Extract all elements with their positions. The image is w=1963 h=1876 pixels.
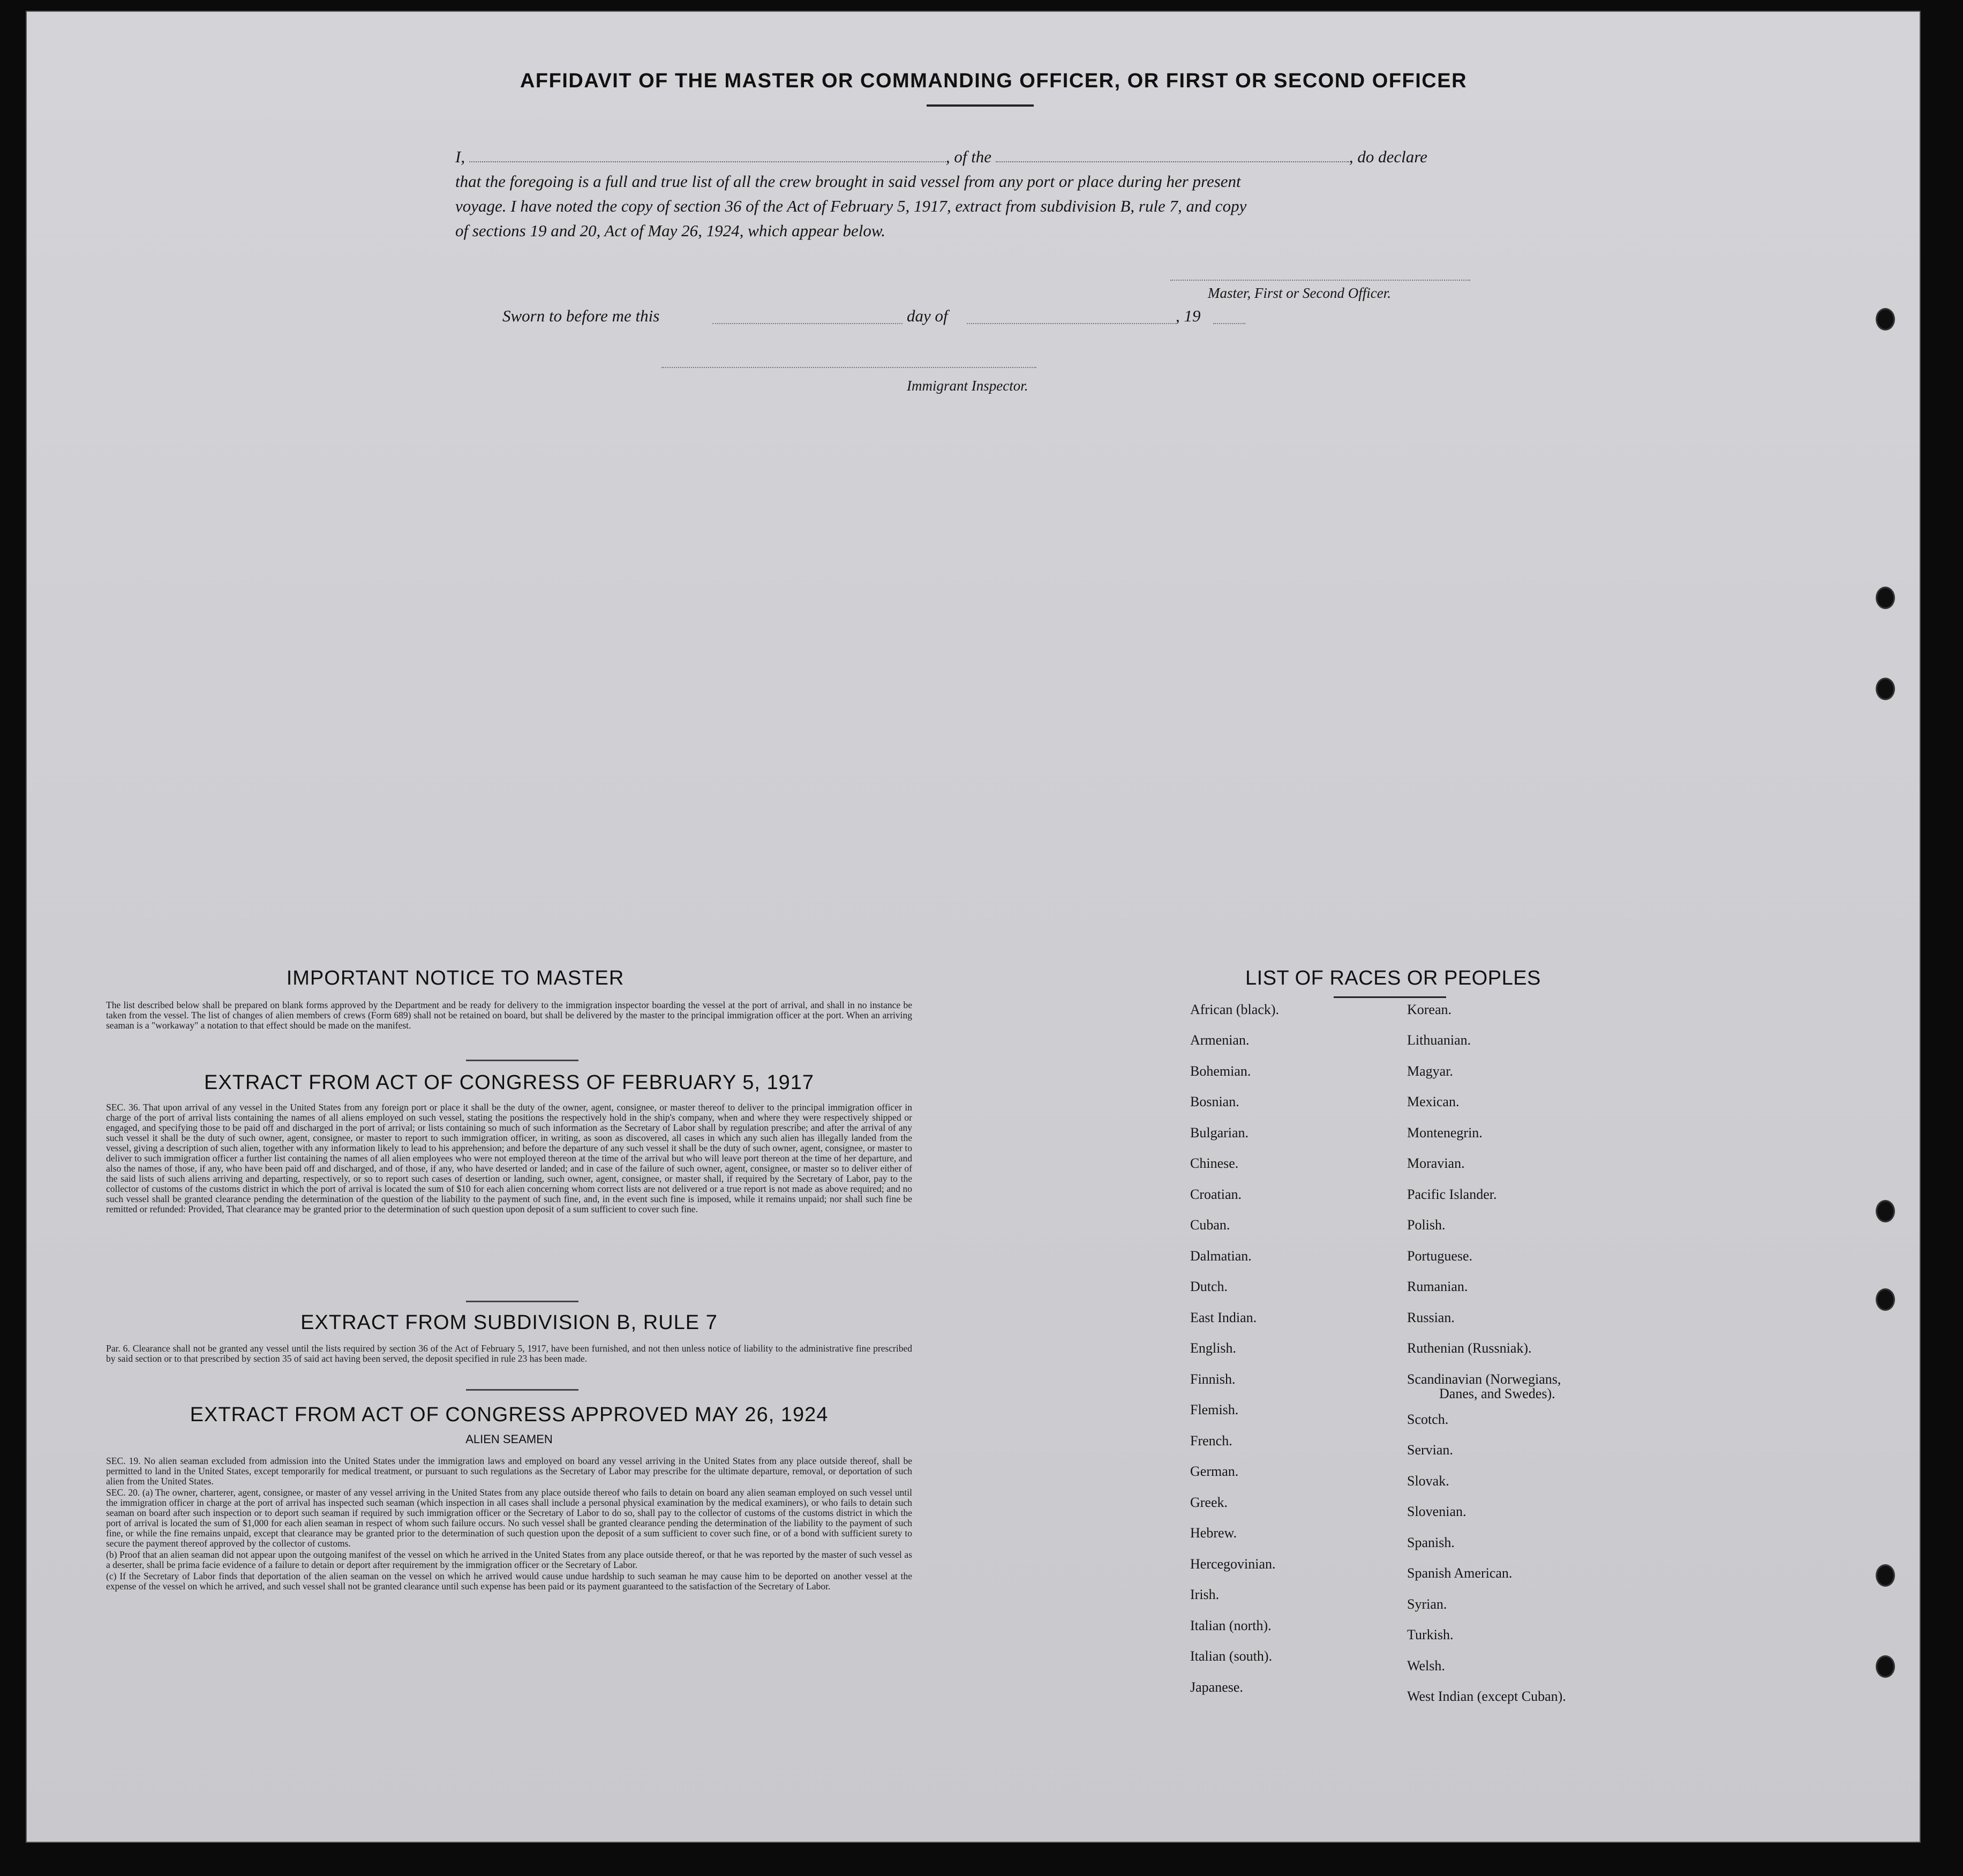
- race-item: Flemish.: [1190, 1402, 1239, 1417]
- affidavit-rule: [927, 104, 1034, 107]
- race-item: Armenian.: [1190, 1032, 1250, 1048]
- section-divider: [466, 1301, 578, 1302]
- sec-19-text: SEC. 19. No alien seaman excluded from admission into the United States under the immigration laws and employed on board any vessel arriving in the United States from any place outside thereof, shall be permitted to land in the United States, except temporarily for medical treatment, or pursuant to such regulations as the Secretary of Labor may prescribe for the ultimate departure, removal, or deportation of such alien from the United States.: [106, 1455, 912, 1487]
- master-signature-line[interactable]: [1170, 280, 1470, 281]
- race-item: East Indian.: [1190, 1310, 1257, 1325]
- affidavit-title: AFFIDAVIT OF THE MASTER OR COMMANDING OFFICER, OR FIRST OR SECOND OFFICER: [520, 70, 1468, 92]
- affidavit-line-4: of sections 19 and 20, Act of May 26, 1924, which appear below.: [455, 221, 886, 240]
- extract-1924-title: EXTRACT FROM ACT OF CONGRESS APPROVED MAY 26, 1924: [190, 1404, 829, 1426]
- races-right-column: [1407, 1002, 1632, 1714]
- race-item: Hercegovinian.: [1190, 1556, 1276, 1572]
- sworn-day-blank[interactable]: [712, 323, 902, 324]
- race-item: Lithuanian.: [1407, 1032, 1471, 1048]
- affidavit-i: I,: [455, 147, 465, 166]
- race-item: English.: [1190, 1340, 1236, 1356]
- affidavit-line-2: that the foregoing is a full and true list of all the crew brought in said vessel from any port or place during her present: [455, 172, 1241, 191]
- race-item: Turkish.: [1407, 1627, 1454, 1642]
- extract-1917-text: SEC. 36. That upon arrival of any vessel in the United States from any foreign port or place it shall be the duty of the owner, agent, consignee, or master thereof to deliver to the principal immigration officer in charge of the port of arrival lists containing the names of all aliens employed on such vessel, stating the positions the respectively hold in the ship's company, when and where they were respectively shipped or engaged, and specifying those to be paid off and discharged in the port of arrival; or lists containing so much of such information as the Secretary of Labor shall by regulation prescribe; and after the arrival of any such vessel it shall be the duty of such owner, agent, consignee, or master to report to such immigration officer, in writing, as soon as discovered, all cases in which any such alien has illegally landed from the vessel, giving a description of such alien, together with any information likely to lead to his apprehension; and before the departure of any such vessel it shall be the duty of such owner, agent, consignee, or master to deliver to such immigration officer a further list containing the names of all alien employees who were not employed thereon at the time of the arrival but who will leave port thereon at the time of her departure, and also the names of those, if any, who have been paid off and discharged, and of those, if any, who have deserted or landed; and in case of the failure of such owner, agent, consignee, or master so to deliver either of the said lists of such aliens arriving and departing, respectively, or so to report such cases of desertion or landing, such owner, agent, consignee, or master shall, if required by the Secretary of Labor, pay to the collector of customs of the customs district in which the port of arrival is located the sum of $10 for each alien concerning whom correct lists are not delivered or a true report is not made as above required; and no such vessel shall be granted clearance pending the determination of the question of the liability to the payment of such fine, and, in the event such fine is imposed, while it remains unpaid; nor shall such fine be remitted or refunded: Provided, That clearance may be granted prior to the determination of such question upon deposit of a sum sufficient to cover such fine.: [106, 1102, 912, 1214]
- binder-hole: [1876, 587, 1895, 609]
- binder-hole: [1876, 678, 1895, 700]
- race-item: Bulgarian.: [1190, 1125, 1249, 1140]
- binder-hole: [1876, 1564, 1895, 1587]
- race-item: Moravian.: [1407, 1155, 1465, 1171]
- notice-text: The list described below shall be prepared on blank forms approved by the Department and be ready for delivery to the immigration inspector boarding the vessel at the port of arrival, and shall in no instance be taken from the vessel. The list of changes of alien members of crews (Form 689) shall not be retained on board, but shall be delivered by the master to the principal immigration officer at the port. When an arriving seaman is a "workaway" a notation to that effect should be made on the manifest.: [106, 1000, 912, 1031]
- race-item: Danes, and Swedes).: [1439, 1386, 1555, 1401]
- race-item: French.: [1190, 1433, 1232, 1449]
- day-of-label: day of: [907, 306, 948, 325]
- inspector-signature-line[interactable]: [661, 367, 1036, 368]
- extract-1924-body: [106, 1456, 912, 1592]
- race-item: Montenegrin.: [1407, 1125, 1483, 1140]
- sworn-year-blank[interactable]: [1213, 323, 1245, 324]
- race-item: Japanese.: [1190, 1679, 1243, 1695]
- affidavit-of-the: , of the: [945, 147, 992, 166]
- race-item: Italian (north).: [1190, 1618, 1272, 1633]
- sworn-month-blank[interactable]: [967, 323, 1176, 324]
- race-item: Dalmatian.: [1190, 1248, 1252, 1264]
- alien-seamen-subtitle: ALIEN SEAMEN: [465, 1432, 553, 1446]
- vessel-blank[interactable]: [996, 161, 1349, 162]
- race-item: Russian.: [1407, 1310, 1455, 1325]
- affidavit-line-1: [455, 145, 1510, 169]
- affidavit-body: [455, 145, 1510, 243]
- race-item: Spanish American.: [1407, 1565, 1513, 1581]
- race-item: Scotch.: [1407, 1412, 1449, 1427]
- race-item: Mexican.: [1407, 1094, 1460, 1109]
- race-item: Scandinavian (Norwegians,: [1407, 1371, 1561, 1387]
- race-item: Irish.: [1190, 1587, 1220, 1602]
- races-left-column: [1190, 1002, 1394, 1714]
- race-item: Syrian.: [1407, 1596, 1447, 1612]
- race-item: Korean.: [1407, 1002, 1452, 1017]
- race-item: Portuguese.: [1407, 1248, 1473, 1264]
- race-item: Slovak.: [1407, 1473, 1449, 1489]
- inspector-signature-label: Immigrant Inspector.: [907, 378, 1028, 394]
- race-item: West Indian (except Cuban).: [1407, 1689, 1566, 1704]
- affidavit-declare: , do declare: [1349, 147, 1427, 166]
- race-item: Cuban.: [1190, 1217, 1230, 1233]
- master-signature-label: Master, First or Second Officer.: [1208, 285, 1391, 301]
- races-title-rule: [1334, 996, 1446, 998]
- name-blank[interactable]: [469, 161, 946, 162]
- race-item: Dutch.: [1190, 1279, 1228, 1294]
- race-item: Servian.: [1407, 1442, 1453, 1458]
- rule-7-text: Par. 6. Clearance shall not be granted any vessel until the lists required by section 36 of the Act of February 5, 1917, have been furnished, and not then unless notice of liability to the administrative fine prescribed by said section or to that prescribed by section 35 of said act having been served, the deposit specified in rule 23 has been made.: [106, 1343, 912, 1364]
- race-item: Bosnian.: [1190, 1094, 1239, 1109]
- race-item: Pacific Islander.: [1407, 1187, 1497, 1202]
- race-item: Finnish.: [1190, 1371, 1236, 1387]
- race-item: Slovenian.: [1407, 1504, 1466, 1519]
- binder-hole: [1876, 308, 1895, 331]
- race-item: Rumanian.: [1407, 1279, 1468, 1294]
- notice-title: IMPORTANT NOTICE TO MASTER: [286, 967, 625, 989]
- sec-20c-text: (c) If the Secretary of Labor finds that deportation of the alien seaman on the vessel on which he arrived would cause undue hardship to such seaman he may cause him to be deported on another vessel at the expense of the vessel on which he arrived, and such vessel shall not be granted clearance until such expense has been paid or its payment guaranteed to the satisfaction of the Secretary of Labor.: [106, 1571, 912, 1592]
- race-item: Chinese.: [1190, 1155, 1239, 1171]
- race-item: Hebrew.: [1190, 1525, 1237, 1541]
- races-title: LIST OF RACES OR PEOPLES: [1245, 967, 1541, 989]
- extract-1917-title: EXTRACT FROM ACT OF CONGRESS OF FEBRUARY 5, 1917: [204, 1071, 814, 1094]
- race-item: Spanish.: [1407, 1535, 1455, 1550]
- race-item: Bohemian.: [1190, 1063, 1251, 1079]
- race-item: Croatian.: [1190, 1187, 1242, 1202]
- binder-hole: [1876, 1200, 1895, 1222]
- race-item: German.: [1190, 1464, 1239, 1479]
- race-item: African (black).: [1190, 1002, 1280, 1017]
- sec-20a-text: SEC. 20. (a) The owner, charterer, agent, consignee, or master of any vessel arriving in the United States from any place outside thereof who fails to detain on board any alien seaman employed on such vessel until the immigration officer in charge at the port of arrival has inspected such seaman (which inspection in all cases shall include a personal physical examination by the medical examiners), or who fails to detain such seaman on board after such inspection or to deport such seaman if required by such immigration officer or the Secretary of Labor to do so, shall pay to the collector of customs of the customs district in which the port of arrival is located the sum of $1,000 for each alien seaman in respect of whom such failure occurs. No such vessel shall be granted clearance pending the determination of the liability to the payment of such fine, or while the fine remains unpaid, except that clearance may be granted prior to the determination of such question upon the deposit of a sum sufficient to cover such fine, or of a bond with sufficient surety to secure the payment thereof approved by the collector of customs.: [106, 1487, 912, 1549]
- race-item: Welsh.: [1407, 1658, 1445, 1674]
- race-item: Italian (south).: [1190, 1648, 1273, 1664]
- sworn-label: Sworn to before me this: [502, 306, 660, 325]
- binder-hole: [1876, 1288, 1895, 1311]
- sec-20b-text: (b) Proof that an alien seaman did not appear upon the outgoing manifest of the vessel on which he arrived in the United States from any place outside thereof, or that he was reported by the master of such vessel as a deserter, shall be prima facie evidence of a failure to detain or deport after requirement by the immigration officer or the Secretary of Labor.: [106, 1549, 912, 1570]
- race-item: Polish.: [1407, 1217, 1446, 1233]
- binder-hole: [1876, 1655, 1895, 1678]
- race-item: Ruthenian (Russniak).: [1407, 1340, 1532, 1356]
- race-item: Magyar.: [1407, 1063, 1453, 1079]
- rule-7-title: EXTRACT FROM SUBDIVISION B, RULE 7: [300, 1311, 718, 1334]
- race-item: Greek.: [1190, 1495, 1228, 1510]
- year-label: , 19: [1176, 306, 1201, 325]
- section-divider: [466, 1060, 578, 1061]
- section-divider: [466, 1389, 578, 1391]
- affidavit-line-3: voyage. I have noted the copy of section 36 of the Act of February 5, 1917, extract from subdivision B, rule 7, and copy: [455, 197, 1247, 215]
